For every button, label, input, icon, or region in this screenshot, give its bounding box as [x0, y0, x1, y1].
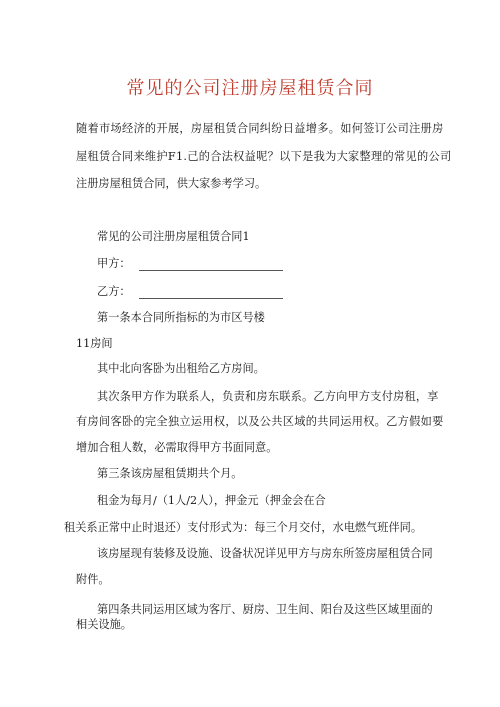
clause-1-line-3: 其中北向客卧为出租给乙方房间。	[97, 362, 265, 375]
clause-4-line-1: 第四条共同运用区域为客厅、厨房、卫生间、阳台及这些区域里面的	[97, 603, 433, 616]
party-b-label: 乙方：	[97, 285, 131, 298]
party-a-blank	[139, 259, 283, 271]
clause-2-line-2: 有房间客卧的完全独立运用权，以及公共区域的共同运用权。乙方假如要	[76, 415, 444, 428]
intro-line-2: 屋租赁合同来维护F1.己的合法权益呢？以下是我为大家整理的常见的公司	[76, 150, 452, 163]
document-title: 常见的公司注册房屋租赁合同	[126, 78, 374, 99]
party-a-row	[97, 257, 283, 271]
clause-1-line-2: 11房间	[76, 337, 113, 350]
intro-line-1: 随着市场经济的开展，房屋租赁合同纠纷日益增多。如何签订公司注册房	[76, 122, 444, 135]
party-b-blank	[139, 287, 283, 299]
rent-line-2: 租关系正常中止时退还）支付形式为：每三个月交付，水电燃气班伴同。	[64, 521, 423, 534]
facility-line-2: 附件。	[76, 573, 110, 586]
party-a-label: 甲方：	[97, 257, 131, 270]
party-b-row	[97, 285, 283, 299]
facility-line-1: 该房屋现有装修及设施、设备状况详见甲方与房东所签房屋租赁合同	[97, 547, 433, 560]
clause-2-line-3: 增加合租人数，必需取得甲方书面同意。	[76, 441, 278, 454]
intro-line-3: 注册房屋租赁合同，供大家参考学习。	[76, 177, 267, 190]
clause-3: 第三条该房屋租赁期共个月。	[97, 467, 243, 480]
clause-4-line-2: 相关设施。	[76, 618, 132, 631]
clause-2-line-1: 其次条甲方作为联系人，负责和房东联系。乙方向甲方支付房租，享	[97, 390, 439, 403]
clause-1-line-1: 第一条本合同所指标的为市区号楼	[97, 311, 265, 324]
rent-line-1: 租金为每月/（1人/2人），押金元（押金会在合	[97, 494, 326, 507]
contract-heading: 常见的公司注册房屋租赁合同1	[97, 230, 250, 243]
